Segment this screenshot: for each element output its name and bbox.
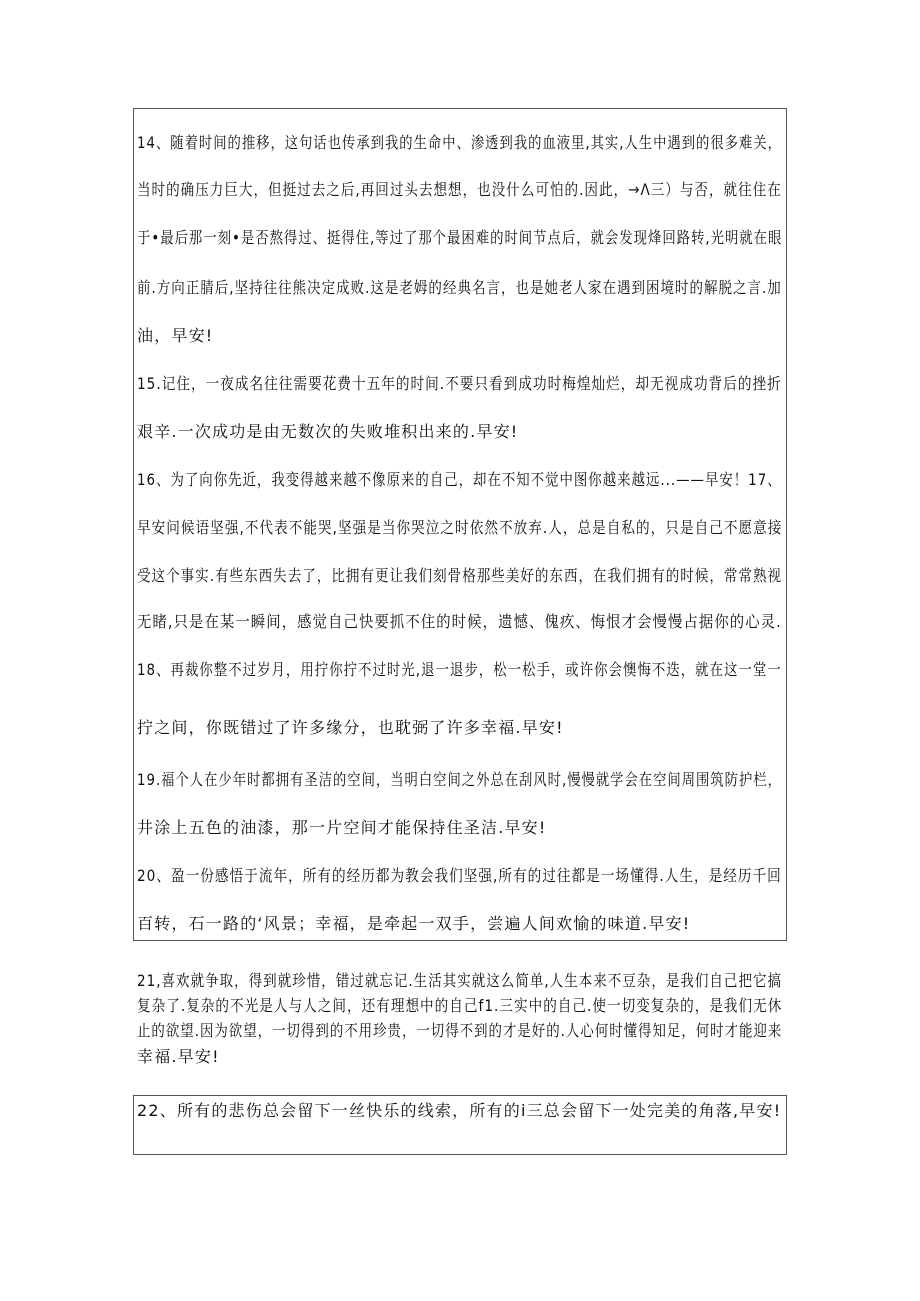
text-line: 于•最后那一刻•是否熬得过、挺得住,等过了那个最困难的时间节点后，就会发现烽回路转,光明就在眼 bbox=[137, 228, 783, 247]
text-line: 受这个事实.有些东西失去了，比拥有更让我们刻骨格那些美好的东西，在我们拥有的时候，常常熟视 bbox=[137, 566, 783, 585]
text-line: 百转，石一路的‘风景；幸福，是牵起一双手，尝遍人间欢愉的味道.早安! bbox=[137, 914, 691, 933]
text-line: 艰辛.一次成功是由无数次的失败堆积出来的.早安! bbox=[137, 422, 519, 441]
text-line: 复杂了.复杂的不光是人与人之间，还有理想中的自己f1.三实中的自己.使一切变复杂的，是我们无休 bbox=[137, 996, 783, 1015]
text-line: 无睹,只是在某一瞬间，感觉自己快要抓不住的时候，遗憾、傀疚、悔恨才会慢慢占据你的心灵. bbox=[137, 612, 782, 631]
text-line: 15.记住，一夜成名往往需要花费十五年的时间.不要只看到成功时梅煌灿烂，却无视成功背后的挫折 bbox=[137, 374, 782, 393]
text-line: 前.方向正腈后,坚持往往熊决定成败.这是老姆的经典名言，也是她老人家在遇到困境时的解脱之言.加 bbox=[137, 278, 782, 297]
text-line: 幸福.早安! bbox=[137, 1047, 220, 1066]
text-line: 早安问候语坚强,不代表不能哭,坚强是当你哭泣之时依然不放弃.人，总是自私的，只是自己不愿意接 bbox=[137, 518, 783, 537]
text-line: 油，早安! bbox=[137, 326, 214, 345]
text-line: 井涂上五色的油漆，那一片空间才能保持住圣洁.早安! bbox=[137, 818, 547, 837]
text-line: 20、盈一份感悟于流年，所有的经历都为教会我们坚强,所有的过往都是一场懂得.人生，是经历千回 bbox=[137, 866, 782, 885]
text-line: 21,喜欢就争取，得到就珍惜，错过就忘记.生活其实就这么简单,人生本来不豆杂，是我们自己把它搞 bbox=[137, 971, 783, 990]
text-line: 14、随着时间的推移，这句话也传承到我的生命中、渗透到我的血液里,其实,人生中遇到的很多难关， bbox=[137, 133, 782, 152]
text-line: 19.福个人在少年时都拥有圣洁的空间，当明白空间之外总在刮风时,慢慢就学会在空间周围筑防护栏， bbox=[137, 770, 782, 789]
text-line: 止的欲望.因为欲望，一切得到的不用珍贵，一切得不到的才是好的.人心何时懂得知足，何时才能迎来 bbox=[137, 1021, 783, 1040]
text-line: 当时的确压力巨大，但挺过去之后,再回过头去想想，也没什么可怕的.因此，→Λ三）与否，就往住在 bbox=[137, 180, 782, 199]
text-line: 18、再裁你整不过岁月，用拧你拧不过时光,退一退步，松一松手，或许你会懊悔不迭，就在这一堂一 bbox=[137, 660, 782, 679]
text-line: 拧之间，你既错过了许多缘分，也耽弼了许多幸福.早安! bbox=[137, 718, 564, 737]
text-line: 16、为了向你先近，我变得越来越不像原来的自己，却在不知不觉中图你越来越远...——早安！17、 bbox=[137, 470, 782, 489]
text-line: 22、所有的悲伤总会留下一丝快乐的线索，所有的i三总会留下一处完美的角落,早安! bbox=[137, 1101, 782, 1120]
